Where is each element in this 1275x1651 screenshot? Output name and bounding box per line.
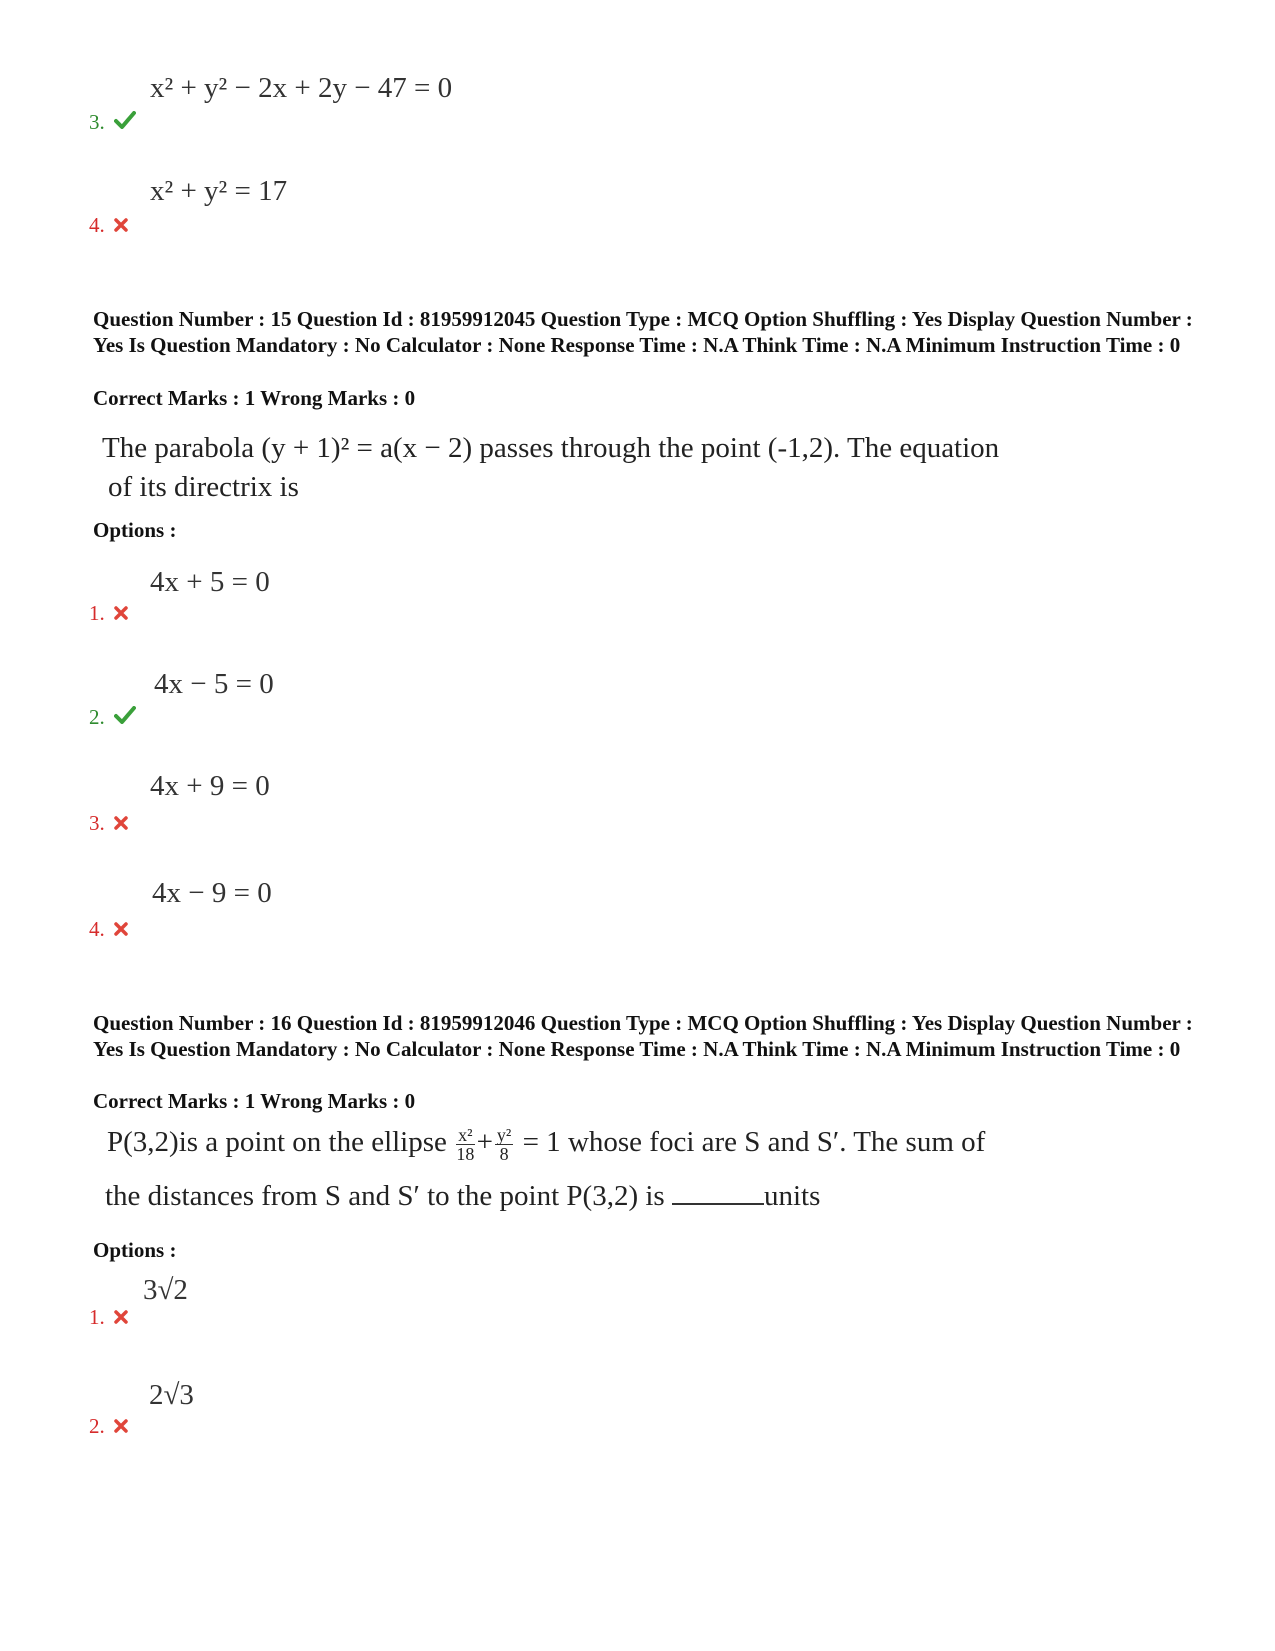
check-icon	[114, 111, 136, 129]
option-number	[89, 1305, 128, 1330]
option-number-text: 3.	[89, 110, 105, 134]
check-icon	[114, 706, 136, 724]
question-stem-line: of its directrix is	[108, 471, 299, 503]
option-number	[89, 705, 136, 730]
plus-sign: +	[476, 1126, 493, 1158]
option-formula: 4x − 9 = 0	[152, 877, 272, 909]
option-number	[89, 110, 136, 135]
stem-text: units	[763, 1180, 821, 1212]
question-marks: Correct Marks : 1 Wrong Marks : 0	[93, 1089, 416, 1113]
option-number-text: 2.	[89, 705, 105, 729]
option-formula: 4x + 5 = 0	[150, 566, 270, 598]
option-number-text: 1.	[89, 1305, 105, 1329]
stem-text: whose foci are S and S′. The sum of	[567, 1126, 986, 1158]
option-number-text: 2.	[89, 1414, 105, 1438]
cross-icon	[114, 218, 128, 232]
cross-icon	[114, 922, 128, 936]
option-formula: 4x − 5 = 0	[154, 668, 274, 700]
question-meta: Question Number : 15 Question Id : 81959912045 Question Type : MCQ Option Shuffling : Yes Display Question Number : Yes Is Question Mandatory : No Calculator : None Response Time : N.A Think Time : N.A Minimum Instruction Time : 0	[93, 307, 1193, 357]
question-stem-line	[107, 1122, 985, 1163]
question-marks: Correct Marks : 1 Wrong Marks : 0	[93, 386, 416, 410]
fraction	[456, 1126, 474, 1163]
option-formula: x² + y² − 2x + 2y − 47 = 0	[150, 72, 453, 104]
cross-icon	[114, 1310, 128, 1324]
cross-icon	[114, 606, 128, 620]
option-number	[89, 213, 128, 238]
option-number-text: 3.	[89, 811, 105, 835]
cross-icon	[114, 1419, 128, 1433]
fraction-denominator: 18	[456, 1143, 475, 1164]
options-label: Options :	[93, 1238, 177, 1262]
option-number	[89, 917, 128, 942]
fraction-numerator: y²	[496, 1124, 512, 1145]
option-number	[89, 601, 128, 626]
fraction-numerator: x²	[458, 1124, 473, 1145]
equals-one: = 1	[522, 1126, 561, 1158]
option-number-text: 4.	[89, 213, 105, 237]
fraction	[495, 1126, 513, 1163]
fraction-denominator: 8	[499, 1143, 509, 1164]
answer-blank	[672, 1203, 764, 1205]
option-number-text: 4.	[89, 917, 105, 941]
cross-icon	[114, 816, 128, 830]
option-number-text: 1.	[89, 601, 105, 625]
option-formula: 3√2	[143, 1274, 188, 1306]
question-stem-line: The parabola (y + 1)² = a(x − 2) passes through the point (-1,2). The equation	[102, 432, 1000, 464]
option-number	[89, 1414, 128, 1439]
options-label: Options :	[93, 518, 177, 542]
question-meta: Question Number : 16 Question Id : 81959912046 Question Type : MCQ Option Shuffling : Yes Display Question Number : Yes Is Question Mandatory : No Calculator : None Response Time : N.A Think Time : N.A Minimum Instruction Time : 0	[93, 1011, 1193, 1061]
option-formula: x² + y² = 17	[150, 175, 288, 207]
stem-text: the distances from S and S′ to the point P(3,2) is	[105, 1180, 665, 1212]
option-number	[89, 811, 128, 836]
option-formula: 4x + 9 = 0	[150, 770, 270, 802]
question-stem-line	[105, 1176, 820, 1216]
stem-text: P(3,2)is a point on the ellipse	[107, 1126, 447, 1158]
option-formula: 2√3	[149, 1379, 194, 1411]
